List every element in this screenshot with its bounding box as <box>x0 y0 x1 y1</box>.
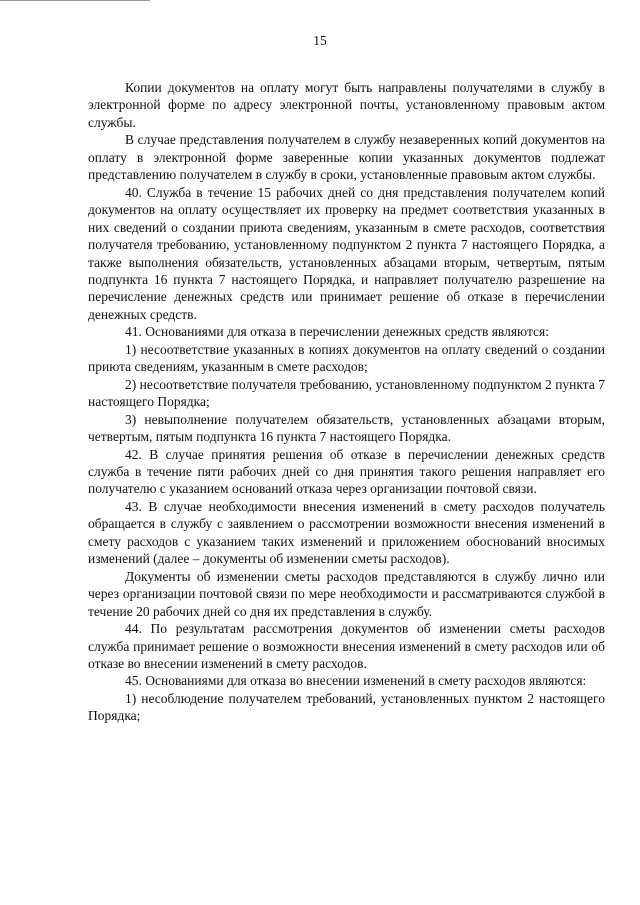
paragraph: Документы об изменении сметы расходов представляются в службу лично или через организации почтовой связи по мере необходимости и рассматриваются службой в течение 20 рабочих дней со дня их представления в службу. <box>88 568 605 619</box>
corner-rule <box>0 0 150 1</box>
paragraph: 3) невыполнение получателем обязательств, установленных абзацами вторым, четвертым, пятым подпункта 16 пункта 7 настоящего Порядка. <box>88 411 605 445</box>
paragraph: 41. Основаниями для отказа в перечислении денежных средств являются: <box>125 324 549 340</box>
paragraph: 42. В случае принятия решения об отказе в перечислении денежных средств служба в течение пяти рабочих дней со дня принятия такого решения направляет его получателю с указанием оснований отказа через организации почтовой связи. <box>88 446 605 497</box>
paragraph: 45. Основаниями для отказа во внесении изменений в смету расходов являются: <box>125 673 587 689</box>
paragraph: 44. По результатам рассмотрения документов об изменении сметы расходов служба принимает решение о возможности внесения изменений в смету расходов или об отказе во внесении изменений в смету расходов. <box>88 621 605 671</box>
paragraph: Копии документов на оплату могут быть направлены получателями в службу в электронной форме по адресу электронной почты, установленному правовым актом службы. <box>88 80 605 130</box>
document-body <box>88 79 605 725</box>
paragraph: 2) несоответствие получателя требованию, установленному подпунктом 2 пункта 7 настоящего Порядка; <box>88 376 605 410</box>
paragraph: 1) несоответствие указанных в копиях документов на оплату сведений о создании приюта сведениям, указанным в смете расходов; <box>88 341 605 375</box>
paragraph: 1) несоблюдение получателем требований, установленных пунктом 2 настоящего Порядка; <box>88 690 605 724</box>
paragraph: 43. В случае необходимости внесения изменений в смету расходов получатель обращается в службу с заявлением о рассмотрении возможности внесения изменений в смету расходов с указанием таких изменений и приложением обоснований вносимых изменений (далее – документы об изменении сметы расходов). <box>88 498 605 567</box>
paragraph: 40. Служба в течение 15 рабочих дней со дня представления получателем копий документов на оплату осуществляет их проверку на предмет соответствия указанных в них сведений о создании приюта сведениям, указанным в смете расходов, соответствия получателя требованию, установленному подпунктом 2 пункта 7 настоящего Порядка, а также выполнения обязательств, установленных абзацами вторым, четвертым, пятым подпункта 16 пункта 7 настоящего Порядка, и направляет получателю разрешение на перечисление денежных средств или принимает решение об отказе в перечислении денежных средств. <box>88 184 605 322</box>
page-number: 15 <box>313 33 327 48</box>
paragraph: В случае представления получателем в службу незаверенных копий документов на оплату в электронной форме заверенные копии указанных документов подлежат представлению получателем в службу в сроки, установленные правовым актом службы. <box>88 132 605 183</box>
